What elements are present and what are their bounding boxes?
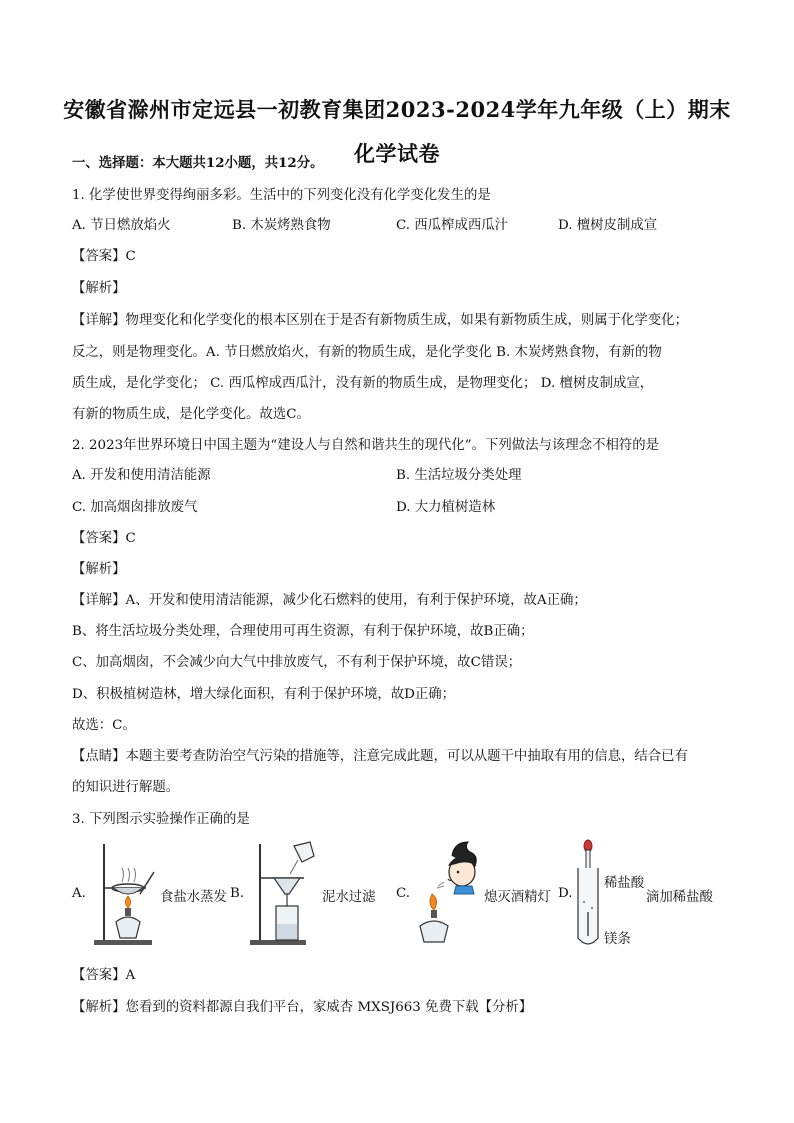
q3-stem: 3. 下列图示实验操作正确的是: [72, 812, 250, 827]
q3-figure-d-letter: D.: [558, 886, 573, 901]
q3-analysis: 【解析】您看到的资料都源自我们平台，家威杏 MXSJ663 免费下载【分析】: [72, 1000, 533, 1015]
q2-detail-line: 【详解】A、开发和使用清洁能源，减少化石燃料的使用，有利于保护环境，故A正确；: [72, 593, 587, 608]
q3-figure-a-letter: A.: [72, 886, 86, 901]
q1-analysis: 【解析】: [72, 281, 126, 296]
q2-detail-line: B、将生活垃圾分类处理，合理使用可再生资源，有利于保护环境，故B正确；: [72, 624, 534, 639]
q2-stem: 2. 2023年世界环境日中国主题为“建设人与自然和谐共生的现代化”。下列做法与该理念不相符的是: [72, 438, 660, 453]
q2-detail-line: 故选：C。: [72, 718, 136, 733]
q3-label-dilute-hcl: 稀盐酸: [604, 876, 645, 891]
q1-option-c: C. 西瓜榨成西瓜汁: [396, 218, 509, 233]
q1-detail-line: 有新的物质生成，是化学变化。故选C。: [72, 407, 310, 422]
q2-answer: 【答案】C: [72, 531, 136, 546]
q3-figure-b-caption: 泥水过滤: [322, 890, 376, 905]
q1-option-b: B. 木炭烤熟食物: [232, 218, 331, 233]
q1-option-d: D. 檀树皮制成宣: [558, 218, 658, 233]
q2-option-b: B. 生活垃圾分类处理: [396, 468, 522, 483]
q1-answer: 【答案】C: [72, 249, 136, 264]
q3-figure-c-letter: C.: [396, 886, 411, 901]
q1-detail-line: 【详解】物理变化和化学变化的根本区别在于是否有新物质生成，如果有新物质生成，则属于化学变化；: [72, 313, 688, 328]
q2-option-a: A. 开发和使用清洁能源: [72, 468, 211, 483]
q2-detail-line: D、积极植树造林，增大绿化面积，有利于保护环境，故D正确；: [72, 687, 456, 702]
q1-detail-line: 反之，则是物理变化。A. 节日燃放焰火，有新的物质生成，是化学变化 B. 木炭烤熟食物，有新的物: [72, 345, 662, 360]
q2-comment-line: 的知识进行解题。: [72, 780, 180, 795]
q2-analysis: 【解析】: [72, 562, 126, 577]
q2-option-d: D. 大力植树造林: [396, 500, 496, 515]
q3-figure-d-caption: 滴加稀盐酸: [646, 890, 713, 905]
q1-option-a: A. 节日燃放焰火: [72, 218, 171, 233]
q3-label-magnesium: 镁条: [604, 932, 631, 947]
section-heading: 一、选择题：本大题共12小题，共12分。: [72, 155, 324, 171]
q3-figure-a-caption: 食盐水蒸发: [160, 890, 227, 905]
filtration-apparatus-icon: [248, 838, 318, 948]
q2-option-c: C. 加高烟囱排放废气: [72, 500, 198, 515]
q2-comment-line: 【点睛】本题主要考查防治空气污染的措施等，注意完成此题，可以从题干中抽取有用的信息，结合已有: [72, 749, 688, 764]
q2-detail-line: C、加高烟囱，不会减少向大气中排放废气，不有利于保护环境，故C错误；: [72, 655, 521, 670]
q3-answer: 【答案】A: [72, 968, 136, 983]
q3-figure-b-letter: B.: [230, 886, 245, 901]
blow-out-lamp-icon: [412, 838, 484, 950]
q3-figure-row: [72, 838, 752, 956]
evaporation-apparatus-icon: [88, 842, 158, 948]
q1-detail-line: 质生成，是化学变化； C. 西瓜榨成西瓜汁，没有新的物质生成，是物理变化； D. 檀树皮制成宣，: [72, 376, 654, 391]
q1-stem: 1. 化学使世界变得绚丽多彩。生活中的下列变化没有化学变化发生的是: [72, 188, 491, 203]
q3-figure-c-caption: 熄灭酒精灯: [484, 890, 551, 905]
exam-subtitle: 化学试卷: [354, 141, 440, 166]
exam-title: 安徽省滁州市定远县一初教育集团2023-2024学年九年级（上）期末: [63, 97, 731, 122]
